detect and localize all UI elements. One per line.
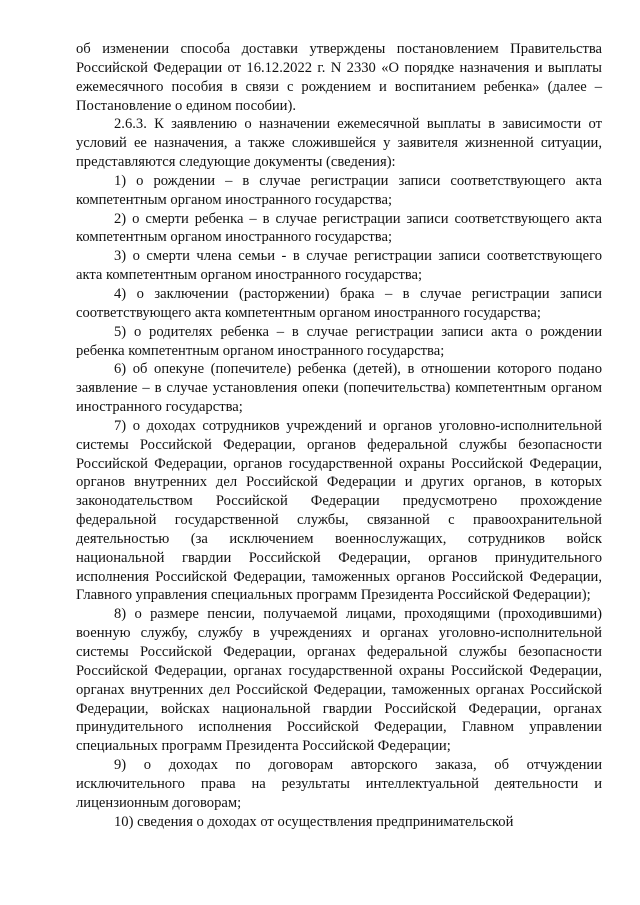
list-item-3-family-member-death: 3) о смерти члена семьи - в случае регистрации записи соответствующего акта компетентным органом иностранного государства; [76, 248, 602, 284]
list-item-1-birth: 1) о рождении – в случае регистрации записи соответствующего акта компетентным органом иностранного государства; [76, 172, 602, 208]
paragraph-2-6-3: 2.6.3. К заявлению о назначении ежемесячной выплаты в зависимости от условий ее назначения, а также сложившейся у заявителя жизненной ситуации, представляются следующие документы (сведения): [76, 116, 602, 171]
list-item-10-business-income: 10) сведения о доходах от осуществления предпринимательской [114, 813, 514, 830]
list-item-5-parents: 5) о родителях ребенка – в случае регистрации записи акта о рождении ребенка компетентным органом иностранного государства; [76, 323, 602, 359]
list-item-9-author-income: 9) о доходах по договорам авторского заказа, об отчуждении исключительного права на результаты интеллектуальной деятельности и лицензионным договорам; [76, 757, 602, 811]
list-item-4-marriage: 4) о заключении (расторжении) брака – в случае регистрации записи соответствующего акта компетентным органом иностранного государства; [76, 285, 602, 321]
paragraph-continuation: об изменении способа доставки утверждены постановлением Правительства Российской Федерации от 16.12.2022 г. N 2330 «О порядке назначения и выплаты ежемесячного пособия в связи с рождением и воспитанием ребенка» (далее – Постановление о едином пособии). [76, 41, 602, 114]
list-item-7-employee-income: 7) о доходах сотрудников учреждений и органов уголовно-исполнительной системы Российской Федерации, органов федеральной службы безопасности Российской Федерации, органов государственной охраны Российской Федерации, органов внутренних дел Российской Федерации и других органов, в которых законодательством Российской Федерации предусмотрено прохождение федеральной государственной службы, связанной с правоохранительной деятельностью (за исключением военнослужащих, сотрудников войск национальной гвардии Российской Федерации, органов принудительного исполнения Российской Федерации, таможенных органов Российской Федерации, Главного управления специальных программ Президента Российской Федерации); [76, 417, 602, 604]
list-item-2-child-death: 2) о смерти ребенка – в случае регистрации записи соответствующего акта компетентным органом иностранного государства; [76, 210, 602, 246]
list-item-6-guardian: 6) об опекуне (попечителе) ребенка (детей), в отношении которого подано заявление – в случае установления опеки (попечительства) компетентным органом иностранного государства; [76, 361, 602, 416]
list-item-8-pension: 8) о размере пенсии, получаемой лицами, проходящими (проходившими) военную службу, службу в учреждениях и органах уголовно-исполнительной системы Российской Федерации, органах федеральной службы безопасности Российской Федерации, органах государственной охраны Российской Федерации, органах внутренних дел Российской Федерации, таможенных органах Российской Федерации, войсках национальной гвардии Российской Федерации, органах принудительного исполнения Российской Федерации, Главном управлении специальных программ Президента Российской Федерации; [76, 606, 602, 755]
